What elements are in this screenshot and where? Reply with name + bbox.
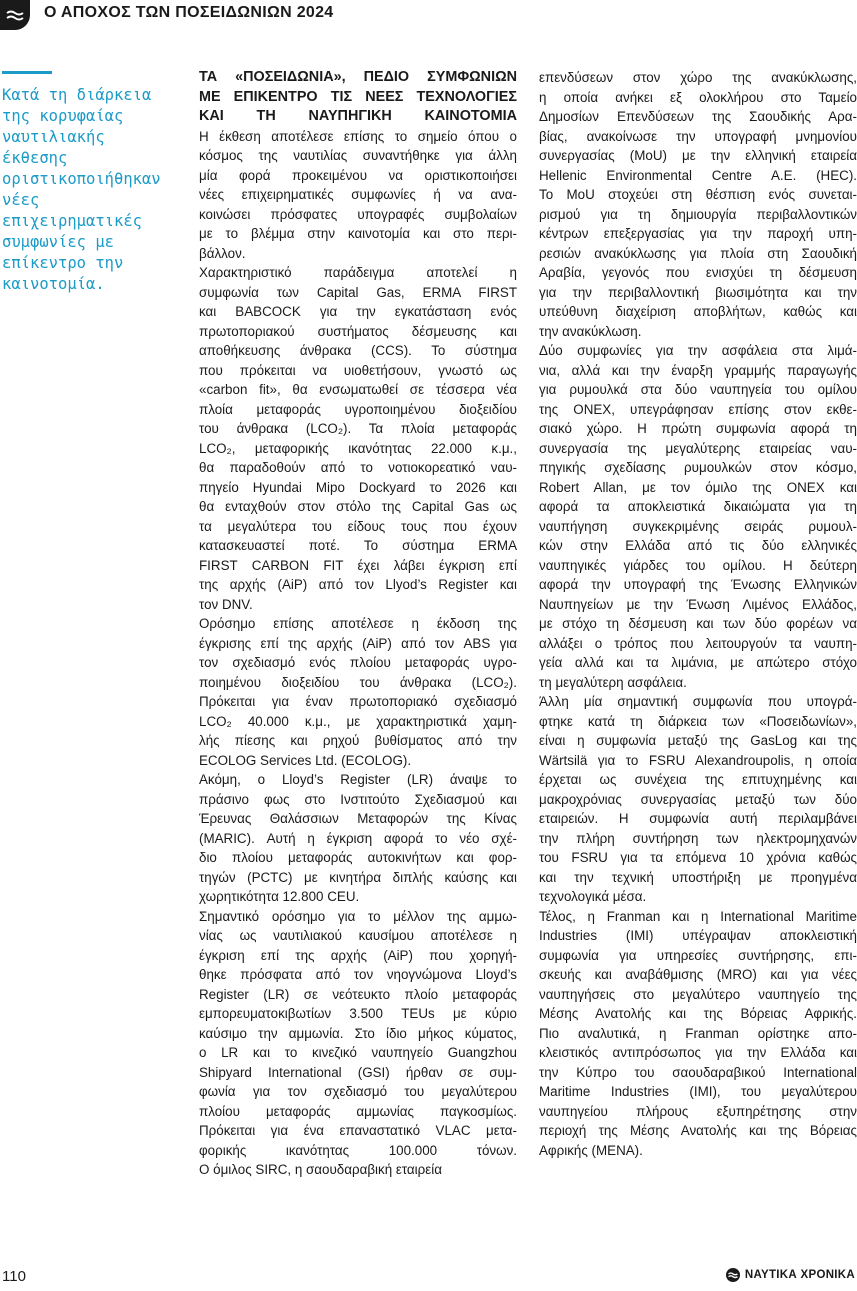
body-line: Τέλος, η Franman και η International Maritime <box>539 908 857 924</box>
body-line: της ONEX, υπεγράφησαν επίσης στον εκθε- <box>539 401 857 417</box>
body-line: έρχεται ως συνέχεια της επιτυχημένης και <box>539 772 857 787</box>
body-line: τα μεγαλύτερα του είδους τους που έχουν <box>199 518 517 534</box>
body-line: Χαρακτηριστικό παράδειγμα αποτελεί η <box>199 265 517 280</box>
headline-line: ΜΕ ΕΠΙΚΕΝΤΡΟ ΤΙΣ ΝΕΕΣ ΤΕΧΝΟΛΟΓΙΕΣ <box>199 88 517 105</box>
body-line: εμπορευματοκιβωτίων 3.500 TEUs με κύριο <box>199 1006 517 1021</box>
body-line: (MARIC). Αυτή η έγκριση αφορά το νέο σχέ- <box>199 830 517 846</box>
body-line: τον DNV. <box>199 596 253 612</box>
body-line: τεχνολογικά μέσα. <box>539 889 647 904</box>
article-body-middle <box>199 127 517 1180</box>
body-line: μακροχρόνιας συνεργασίας μεταξύ των δύο <box>539 791 857 807</box>
body-line: επενδύσεων στον χώρο της ανακύκλωσης, <box>539 70 857 85</box>
pullquote-line: επιχειρηματικές <box>2 212 142 230</box>
body-line: Αφρικής (MENA). <box>539 1142 643 1158</box>
body-line: Register (LR) σε νεότευκτο πλοίο μεταφοράς <box>199 986 517 1002</box>
body-line: σιακό χώρο. Η πρώτη συμφωνία αφορά τη <box>539 421 857 436</box>
body-line: κών στην Ελλάδα από τις δύο ελληνικές <box>539 538 857 553</box>
pullquote-line: ναυτιλιακής <box>2 128 105 146</box>
body-line: την ανακύκλωση. <box>539 323 642 339</box>
body-line: θα παραδοθούν από το νοτιοκορεατικό ναυ- <box>199 460 517 475</box>
body-line: Σημαντικό ορόσημο για το μέλλον της αμμω- <box>199 908 517 924</box>
body-line: νίας ως ναυτιλιακού καυσίμου αποτέλεσε η <box>199 928 517 943</box>
pullquote-line: νέες <box>2 191 40 209</box>
body-line: ο LR και το κινεζικό ναυπηγείο Guangzhou <box>199 1045 517 1060</box>
body-line: Ακόμη, ο Lloyd’s Register (LR) άναψε το <box>199 772 517 787</box>
body-line: Πιο αναλυτικά, η Franman ορίστηκε απο- <box>539 1025 857 1041</box>
body-line: LCO₂ 40.000 κ.μ., με χαρακτηριστικά χαμη- <box>199 713 517 729</box>
body-line: την Κύπρο του σαουδαραβικού International <box>539 1064 857 1080</box>
body-line: «carbon fit», θα ενσωματωθεί σε τέσσερα νέα <box>199 382 517 397</box>
body-line: Ο όμιλος SIRC, η σαουδαραβική εταιρεία <box>199 1162 442 1177</box>
body-line: πηγικής σχεδίασης ρυμουλκών στον κόσμο, <box>539 460 857 475</box>
body-line: LCO₂, μεταφορικής ικανότητας 22.000 κ.μ., <box>199 440 517 456</box>
body-line: FIRST CARBON FIT έχει λάβει έγκριση επί <box>199 557 517 573</box>
body-line: και BABCOCK για την εγκατάσταση ενός <box>199 304 517 319</box>
body-line: κόσμος της ναυτιλίας συναντήθηκε για άλλη <box>199 148 517 163</box>
body-line: είναι η συμφωνία μεταξύ της GasLog και της <box>539 733 857 748</box>
body-line: ποιημένου διοξειδίου του άνθρακα (LCO₂). <box>199 674 517 690</box>
body-line: με στόχο τη δέσμευση και των δύο φορέων να <box>539 616 857 631</box>
body-line: Δημοσίων Επενδύσεων της Σαουδικής Αρα- <box>539 109 857 124</box>
body-line: Το MoU στοχεύει στη θέσπιση ενός συνεται- <box>539 187 857 202</box>
brand-name: ΝΑΥΤΙΚΑ ΧΡΟΝΙΚΑ <box>744 1269 855 1281</box>
body-line: αφορά την υπογραφή της Ένωσης Ελληνικών <box>539 577 857 592</box>
article-column-middle <box>199 68 517 1180</box>
body-line: λής πίεσης και ρηχού βυθίσματος από την <box>199 733 517 748</box>
body-line: Μέσης Ανατολής και της Βόρειας Αφρικής. <box>539 1006 857 1021</box>
pullquote-line: έκθεσης <box>2 149 68 167</box>
pullquote-line: συμφωνίες με <box>2 233 114 251</box>
body-line: σκευής και αναβάθμισης (MRO) και για νέες <box>539 967 857 982</box>
accent-rule <box>2 71 52 74</box>
body-line: Industries (IMI) υπέγραψαν αποκλειστική <box>539 928 857 943</box>
body-line: θα ενταχθούν στον στόλο της Capital Gas ως <box>199 499 517 514</box>
body-line: με το βλέμμα στην καινοτομία και στο περι- <box>199 226 517 241</box>
pullquote-line: Κατά τη διάρκεια <box>2 86 152 104</box>
body-line: θηκε πρόσφατα από τον νηογνώμονα Lloyd’s <box>199 967 517 982</box>
body-line: Wärtsilä για το FSRU Alexandroupolis, η οποία <box>539 752 857 768</box>
body-line: Αραβία, γεγονός που ενισχύει τη δέσμευση <box>539 265 857 280</box>
body-line: συμφωνία των Capital Gas, ERMA FIRST <box>199 284 517 300</box>
body-line: του FSRU για τα επόμενα 10 χρόνια καθώς <box>539 850 857 865</box>
body-line: Shipyard International (GSI) ήρθαν σε συμ- <box>199 1064 517 1080</box>
body-line: ναυπήγηση συγκεκριμένης σειράς ρυμουλ- <box>539 518 857 534</box>
body-line: για την περιβαλλοντική βιωσιμότητα και την <box>539 284 857 300</box>
wave-logo-icon <box>726 1268 740 1282</box>
body-line: Robert Allan, με τον όμιλο της ONEX και <box>539 479 857 495</box>
body-line: ναυπηγικές γιάρδες του ομίλου. Η δεύτερη <box>539 557 857 573</box>
body-line: που πρόκειται να υιοθετήσουν, γνωστό ως <box>199 362 517 378</box>
headline-line: ΤΑ «ΠΟΣΕΙΔΩΝΙΑ», ΠΕΔΙΟ ΣΥΜΦΩΝΙΩΝ <box>199 69 517 85</box>
body-line: χωρητικότητα 12.800 CEU. <box>199 889 360 904</box>
body-line: πλοίου μεταφοράς αμμωνίας παγκοσμίως. <box>199 1103 517 1119</box>
running-head: Ο ΑΠΟΧΟΣ ΤΩΝ ΠΟΣΕΙΔΩΝΙΩΝ 2024 <box>44 4 334 21</box>
body-line: πρωτοποριακού συστήματος δέσμευσης και <box>199 323 517 339</box>
pullquote <box>2 85 172 295</box>
body-line: συνεργασία της μεγαλύτερης εταιρείας ναυ- <box>539 440 857 456</box>
body-line: για ρυμουλκά στα δύο ναυπηγεία του ομίλου <box>539 382 857 397</box>
body-line: την πλήρη συντήρηση των ηλεκτρομηχανών <box>539 830 857 846</box>
body-line: περιοχή της Μέσης Ανατολής και της Βόρειας <box>539 1123 857 1138</box>
body-line: αλλάξει ο τρόπος που λειτουργούν τα ναυπη- <box>539 635 857 651</box>
body-line: εταιρειών. Η συμφωνία αυτή περιλαμβάνει <box>539 811 857 826</box>
body-line: Άλλη μία σημαντική συμφωνία που υπογρά- <box>539 694 857 709</box>
body-line: ναυπηγήσεις στο μεγαλύτερο ναυπηγείο της <box>539 986 857 1002</box>
body-line: ρισμού για τη δημιουργία περιβαλλοντικών <box>539 206 857 222</box>
body-line: Έρευνας Θαλάσσιων Μεταφορών της Κίνας <box>199 811 517 826</box>
body-line: κλειστικός αντιπρόσωπος για την Ελλάδα και <box>539 1045 857 1060</box>
body-line: βάλλον. <box>199 245 246 261</box>
headline-line: ΚΑΙ ΤΗ ΝΑΥΠΗΓΙΚΗ ΚΑΙΝΟΤΟΜΙΑ <box>199 108 517 124</box>
body-line: ECOLOG Services Ltd. (ECOLOG). <box>199 752 412 768</box>
body-line: τη μεγαλύτερη ασφάλεια. <box>539 674 687 690</box>
body-line: κοινώσει πρόσφατες υπογραφές συμβολαίων <box>199 206 517 222</box>
body-line: Πρόκειται για ένα επαναστατικό VLAC μετα- <box>199 1123 517 1138</box>
body-line: φωνία για τον σχεδιασμό του μεγαλύτερου <box>199 1084 517 1099</box>
body-line: νια, αλλά και την έναρξη γραμμής παραγωγής <box>539 362 857 378</box>
body-line: κέντρων επεξεργασίας για την παροχή υπη- <box>539 226 857 241</box>
pullquote-line: της κορυφαίας <box>2 107 124 125</box>
body-line: αφορά τα αποκλειστικά δικαιώματα για τη <box>539 499 857 514</box>
body-line: καύσιμο την αμμωνία. Στο ίδιο μήκος κύματος, <box>199 1025 517 1041</box>
body-line: φορικής ικανότητας 100.000 τόνων. <box>199 1142 517 1158</box>
body-line: Δύο συμφωνίες για την ασφάλεια στα λιμά- <box>539 343 857 358</box>
pullquote-line: οριστικοποιήθηκαν <box>2 170 161 188</box>
body-line: συνεργασίας (MoU) με την ελληνική εταιρεία <box>539 148 857 163</box>
body-line: τηγών (PCTC) με κινητήρα διπλής καύσης και <box>199 869 517 885</box>
body-line: αποθήκευσης άνθρακα (CCS). Το σύστημα <box>199 343 517 358</box>
body-line: έγκριση επί της αρχής (AiP) που χορηγή- <box>199 947 517 963</box>
body-line: έγκρισης επί της αρχής (AiP) από τον ABS για <box>199 635 517 651</box>
body-line: Hellenic Environmental Centre A.E. (HEC). <box>539 167 857 183</box>
body-line: νέες επιχειρηματικές συμφωνίες ή να ανα- <box>199 187 517 202</box>
body-line: τον σχεδιασμό ενός πλοίου μεταφοράς υγρο- <box>199 655 517 670</box>
body-line: βίας, ανακοίνωσε την υπογραφή μνημονίου <box>539 128 857 144</box>
body-line: ρεσιών ανακύκλωσης για πλοία στη Σαουδική <box>539 245 857 261</box>
body-line: πηγείο Hyundai Mipo Dockyard το 2026 και <box>199 479 517 495</box>
body-line: η οποία ανήκει εξ ολοκλήρου στο Ταμείο <box>539 89 857 105</box>
publication-brand <box>726 1268 855 1282</box>
pullquote-line: καινοτομία. <box>2 275 105 293</box>
page-number: 110 <box>2 1268 26 1285</box>
body-line: του άνθρακα (LCO₂). Τα πλοία μεταφοράς <box>199 421 517 436</box>
body-line: υπεύθυνη διαχείριση αποβλήτων, καθώς και <box>539 304 857 319</box>
body-line: ναυπηγείου πλήρους εξυπηρέτησης στην <box>539 1103 857 1119</box>
body-line: Πρόκειται για έναν πρωτοποριακό σχεδιασμό <box>199 694 517 709</box>
body-line: Ναυπηγείων με την Ένωση Λιμένος Ελλάδος, <box>539 596 857 612</box>
body-line: Ορόσημο επίσης αποτέλεσε η έκδοση της <box>199 616 517 631</box>
wave-logo-icon <box>0 0 30 30</box>
body-line: φτηκε κατά τη διάρκεια των «Ποσειδωνίων», <box>539 713 857 729</box>
body-line: πράσινο φως στο Ινστιτούτο Σχεδιασμού και <box>199 791 517 807</box>
body-line: της αρχής (AiP) από τον Llyod’s Register και <box>199 577 517 592</box>
body-line: συμφωνία για υπηρεσίες συντήρησης, επι- <box>539 947 857 963</box>
body-line: πλοία μεταφοράς υγροποιημένου διοξειδίου <box>199 401 517 417</box>
pullquote-line: επίκεντρο την <box>2 254 124 272</box>
body-line: κατασκευαστεί ποτέ. Το σύστημα ERMA <box>199 538 517 553</box>
body-line: Η έκθεση αποτέλεσε επίσης το σημείο όπου ο <box>199 128 517 144</box>
article-column-right <box>539 68 857 1160</box>
body-line: διο πλοίου μεταφοράς αυτοκινήτων και φορ- <box>199 850 517 865</box>
body-line: γεία αλλά και τα λιμάνια, με απώτερο στόχο <box>539 655 857 670</box>
body-line: και την τεχνική υποστήριξη με προηγμένα <box>539 869 857 885</box>
body-line: Maritime Industries (IMI), του μεγαλύτερου <box>539 1084 857 1099</box>
article-headline <box>199 68 517 127</box>
body-line: μία φορά προκειμένου να οριστικοποιήσει <box>199 167 517 183</box>
